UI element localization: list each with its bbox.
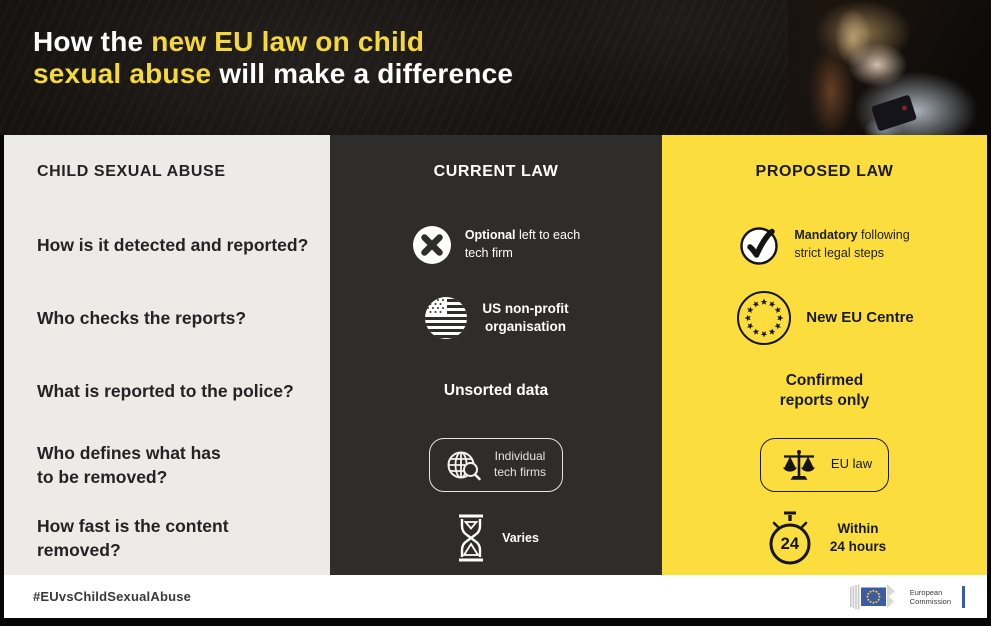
eu-flag-icon [849, 581, 903, 613]
eu-stars-icon [735, 289, 793, 347]
question-text: How fast is the content removed? [37, 516, 229, 561]
check-circle-icon [739, 224, 781, 266]
current-law-text: US non-profit organisation [482, 300, 569, 335]
x-circle-icon [412, 225, 452, 265]
question-text: Who defines what has to be removed? [37, 442, 221, 487]
proposed-law-cell [662, 428, 987, 501]
question-text: What is reported to the police? [37, 381, 294, 402]
current-law-text: Individual tech firms [493, 449, 546, 479]
column-header-label: PROPOSED LAW [755, 162, 894, 180]
current-law-cell [330, 502, 662, 575]
question-cell [4, 355, 330, 428]
title-segment-highlight: sexual abuse [33, 58, 212, 89]
proposed-law-cell [662, 355, 987, 428]
column-header-label: CURRENT LAW [433, 162, 559, 180]
current-law-text: Unsorted data [443, 382, 549, 400]
column-header-label: CHILD SEXUAL ABUSE [37, 162, 226, 180]
column-header-current-law [330, 135, 662, 208]
proposed-law-text: Mandatory following strict legal steps [794, 228, 910, 260]
proposed-law-badge [760, 438, 889, 492]
justice-scales-icon [777, 448, 821, 482]
column-header-subject [4, 135, 330, 208]
question-cell [4, 208, 330, 281]
footer-bar [4, 575, 987, 618]
question-cell [4, 281, 330, 354]
title-segment: How the [33, 26, 152, 57]
current-law-text: Optional left to each tech firm [464, 228, 581, 260]
phone-in-photo [871, 94, 917, 131]
bottom-border [4, 618, 987, 622]
european-commission-logo [849, 581, 965, 613]
question-cell [4, 502, 330, 575]
phone-light [901, 105, 907, 111]
proposed-law-cell [662, 208, 987, 281]
distressed-child-photo [788, 0, 991, 135]
title-segment: will make a difference [211, 58, 514, 89]
current-law-text: Varies [502, 530, 539, 545]
content-frame [4, 135, 987, 626]
proposed-law-text: Within 24 hours [829, 521, 887, 555]
logo-divider-bar [962, 586, 965, 608]
question-text: Who checks the reports? [37, 308, 247, 329]
hero-banner [0, 0, 991, 135]
comparison-table [4, 135, 987, 575]
proposed-law-text: Confirmed reports only [779, 371, 870, 410]
current-law-cell [330, 281, 662, 354]
page-title [33, 26, 513, 90]
proposed-law-text: New EU Centre [806, 308, 914, 326]
current-law-cell [330, 208, 662, 281]
proposed-law-cell [662, 502, 987, 575]
hourglass-icon [453, 512, 489, 564]
stopwatch-icon [763, 510, 817, 566]
european-commission-label: European Commission [909, 587, 951, 606]
proposed-law-cell [662, 281, 987, 354]
proposed-law-text: EU law [830, 456, 873, 472]
globe-search-icon [446, 448, 484, 482]
column-header-proposed-law [662, 135, 987, 208]
current-law-cell [330, 355, 662, 428]
question-text: How is it detected and reported? [37, 234, 309, 255]
campaign-hashtag: #EUvsChildSexualAbuse [33, 589, 192, 604]
question-cell [4, 428, 330, 501]
us-flag-icon [423, 295, 469, 341]
stopwatch-number: 24 [780, 535, 800, 554]
current-law-cell [330, 428, 662, 501]
title-segment-highlight: new EU law on child [151, 26, 425, 57]
current-law-badge [429, 438, 563, 492]
